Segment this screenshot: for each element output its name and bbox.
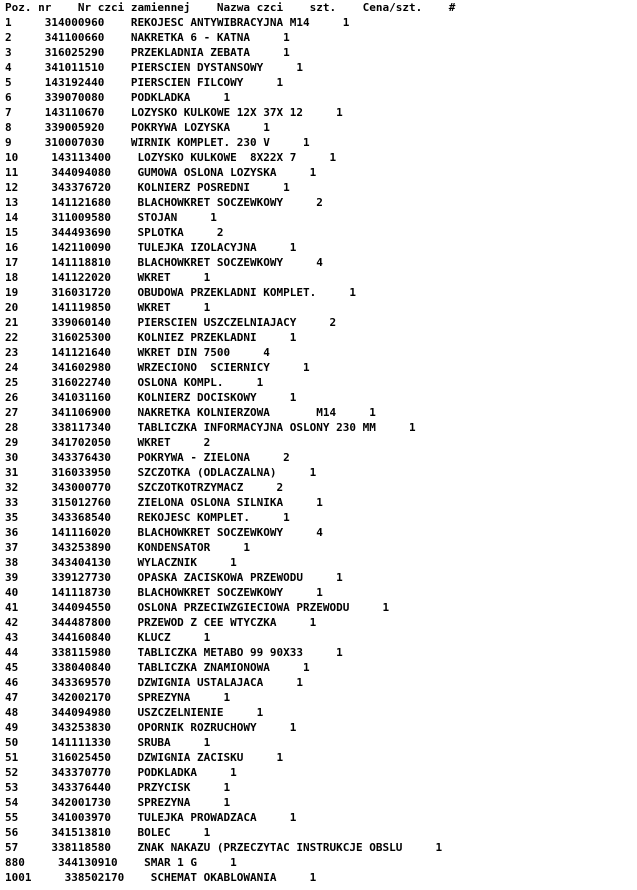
- part-row: 33 315012760 ZIELONA OSLONA SILNIKA 1: [5, 496, 323, 509]
- part-row: 1001 338502170 SCHEMAT OKABLOWANIA 1: [5, 871, 317, 884]
- part-row: 42 344487800 PRZEWOD Z CEE WTYCZKA 1: [5, 616, 317, 629]
- part-row: 41 344094550 OSLONA PRZECIWZGIECIOWA PRZEWODU 1: [5, 601, 390, 614]
- part-row: 31 316033950 SZCZOTKA (ODLACZALNA) 1: [5, 466, 317, 479]
- part-row: 30 343376430 POKRYWA - ZIELONA 2: [5, 451, 290, 464]
- part-row: 6 339070080 PODKLADKA 1: [5, 91, 231, 104]
- part-row: 45 338040840 TABLICZKA ZNAMIONOWA 1: [5, 661, 310, 674]
- part-row: 24 341602980 WRZECIONO SCIERNICY 1: [5, 361, 310, 374]
- part-row: 11 344094080 GUMOWA OSLONA LOZYSKA 1: [5, 166, 317, 179]
- part-row: 19 316031720 OBUDOWA PRZEKLADNI KOMPLET. 1: [5, 286, 356, 299]
- part-row: 50 141111330 SRUBA 1: [5, 736, 211, 749]
- part-row: 40 141118730 BLACHOWKRET SOCZEWKOWY 1: [5, 586, 323, 599]
- part-row: 47 342002170 SPREZYNA 1: [5, 691, 231, 704]
- part-row: 8 339005920 POKRYWA LOZYSKA 1: [5, 121, 270, 134]
- part-row: 25 316022740 OSLONA KOMPL. 1: [5, 376, 264, 389]
- part-row: 36 141116020 BLACHOWKRET SOCZEWKOWY 4: [5, 526, 323, 539]
- part-row: 14 311009580 STOJAN 1: [5, 211, 217, 224]
- part-row: 56 341513810 BOLEC 1: [5, 826, 211, 839]
- part-row: 54 342001730 SPREZYNA 1: [5, 796, 231, 809]
- part-row: 29 341702050 WKRET 2: [5, 436, 211, 449]
- part-row: 44 338115980 TABLICZKA METABO 99 90X33 1: [5, 646, 343, 659]
- part-row: 37 343253890 KONDENSATOR 1: [5, 541, 251, 554]
- part-row: 38 343404130 WYLACZNIK 1: [5, 556, 237, 569]
- part-row: 55 341003970 TULEJKA PROWADZACA 1: [5, 811, 297, 824]
- part-row: 53 343376440 PRZYCISK 1: [5, 781, 231, 794]
- part-row: 52 343370770 PODKLADKA 1: [5, 766, 237, 779]
- part-row: 46 343369570 DZWIGNIA USTALAJACA 1: [5, 676, 304, 689]
- part-row: 16 142110090 TULEJKA IZOLACYJNA 1: [5, 241, 297, 254]
- part-row: 10 143113400 LOZYSKO KULKOWE 8X22X 7 1: [5, 151, 337, 164]
- part-row: 57 338118580 ZNAK NAKAZU (PRZECZYTAC INSTRUKCJE OBSLU 1: [5, 841, 443, 854]
- part-row: 20 141119850 WKRET 1: [5, 301, 211, 314]
- part-row: 26 341031160 KOLNIERZ DOCISKOWY 1: [5, 391, 297, 404]
- part-row: 18 141122020 WKRET 1: [5, 271, 211, 284]
- part-row: 1 314000960 REKOJESC ANTYWIBRACYJNA M14 1: [5, 16, 350, 29]
- part-row: 3 316025290 PRZEKLADNIA ZEBATA 1: [5, 46, 290, 59]
- part-row: 39 339127730 OPASKA ZACISKOWA PRZEWODU 1: [5, 571, 343, 584]
- part-row: 17 141118810 BLACHOWKRET SOCZEWKOWY 4: [5, 256, 323, 269]
- part-row: 5 143192440 PIERSCIEN FILCOWY 1: [5, 76, 284, 89]
- part-row: 9 310007030 WIRNIK KOMPLET. 230 V 1: [5, 136, 310, 149]
- part-row: 35 343368540 REKOJESC KOMPLET. 1: [5, 511, 290, 524]
- part-row: 12 343376720 KOLNIERZ POSREDNI 1: [5, 181, 290, 194]
- part-row: 48 344094980 USZCZELNIENIE 1: [5, 706, 264, 719]
- part-row: 43 344160840 KLUCZ 1: [5, 631, 211, 644]
- part-row: 32 343000770 SZCZOTKOTRZYMACZ 2: [5, 481, 284, 494]
- part-row: 21 339060140 PIERSCIEN USZCZELNIAJACY 2: [5, 316, 337, 329]
- part-row: 2 341100660 NAKRETKA 6 - KATNA 1: [5, 31, 290, 44]
- header-row: Poz. nr Nr czci zamiennej Nazwa czci szt. Cena/szt. #: [5, 1, 456, 14]
- part-row: 7 143110670 LOZYSKO KULKOWE 12X 37X 12 1: [5, 106, 343, 119]
- part-row: 27 341106900 NAKRETKA KOLNIERZOWA M14 1: [5, 406, 376, 419]
- part-row: 23 141121640 WKRET DIN 7500 4: [5, 346, 270, 359]
- part-row: 15 344493690 SPLOTKA 2: [5, 226, 224, 239]
- part-row: 51 316025450 DZWIGNIA ZACISKU 1: [5, 751, 284, 764]
- part-row: 880 344130910 SMAR 1 G 1: [5, 856, 237, 869]
- part-row: 4 341011510 PIERSCIEN DYSTANSOWY 1: [5, 61, 304, 74]
- part-row: 28 338117340 TABLICZKA INFORMACYJNA OSLONY 230 MM 1: [5, 421, 416, 434]
- part-row: 13 141121680 BLACHOWKRET SOCZEWKOWY 2: [5, 196, 323, 209]
- part-row: 22 316025300 KOLNIEZ PRZEKLADNI 1: [5, 331, 297, 344]
- part-row: 49 343253830 OPORNIK ROZRUCHOWY 1: [5, 721, 297, 734]
